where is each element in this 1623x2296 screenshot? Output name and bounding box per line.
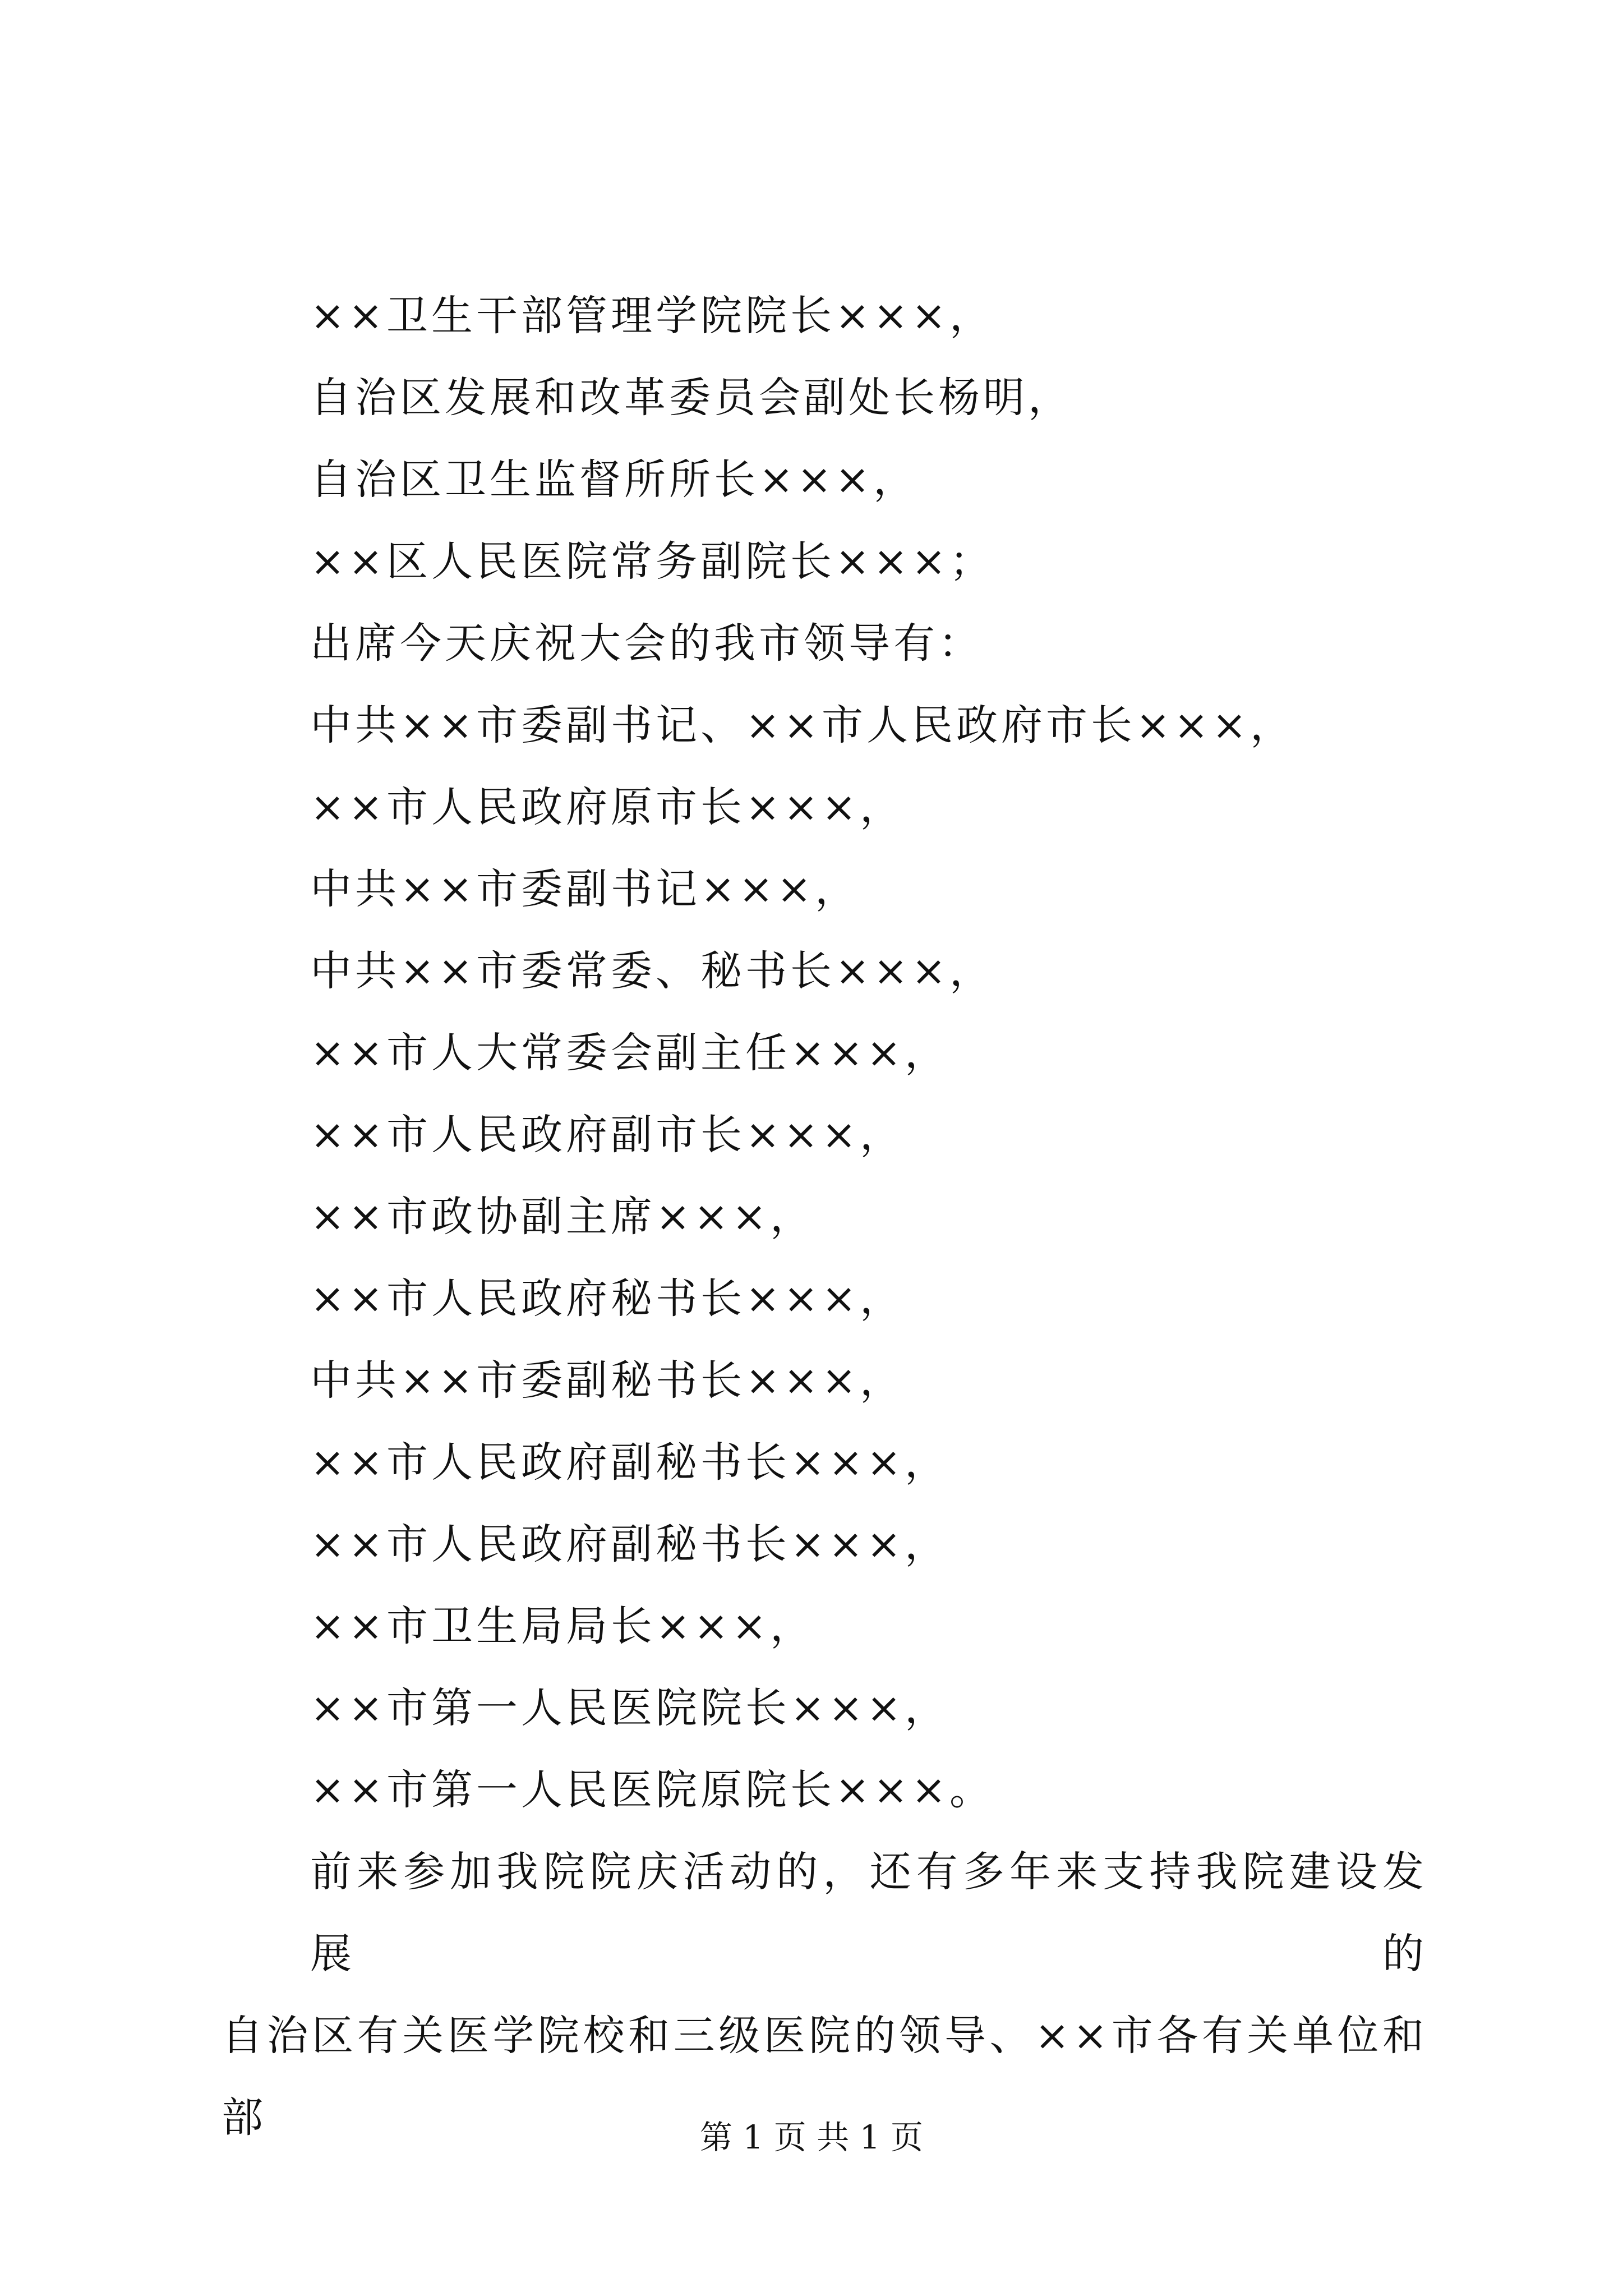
text-line: ××市第一人民医院院长×××，: [310, 1684, 950, 1732]
text-line: 中共××市委常委、秘书长×××，: [310, 947, 995, 995]
text-line: ××区人民医院常务副院长×××；: [310, 537, 995, 586]
text-line: ××市人民政府副秘书长×××，: [310, 1520, 950, 1568]
text-line: ××市人民政府副市长×××，: [310, 1111, 905, 1159]
text-line: 自治区发展和改革委员会副处长杨明，: [310, 374, 1073, 422]
text-line: 中共××市委副书记、××市人民政府市长×××，: [310, 701, 1295, 749]
text-line: 自治区卫生监督所所长×××，: [310, 455, 919, 504]
text-line: 中共××市委副书记×××，: [310, 865, 860, 913]
paragraph-line-1: 前来参加我院院庆活动的，还有多年来支持我院建设发展的: [310, 1848, 1427, 1978]
text-line: ××市政协副主席×××，: [310, 1193, 815, 1241]
text-line: ××卫生干部管理学院院长×××，: [310, 292, 995, 340]
text-line: ××市人民政府副秘书长×××，: [310, 1438, 950, 1487]
text-line: ××市人民政府秘书长×××，: [310, 1274, 905, 1323]
page-number-footer: 第 1 页 共 1 页: [700, 2118, 923, 2156]
text-line: ××市人大常委会副主任×××，: [310, 1029, 950, 1077]
text-line: ××市人民政府原市长×××，: [310, 783, 905, 831]
text-line: ××市第一人民医院原院长×××。: [310, 1766, 995, 1814]
text-line: 中共××市委副秘书长×××，: [310, 1356, 905, 1405]
document-body: [222, 275, 1427, 2159]
paragraph-line-2: 自治区有关医学院校和三级医院的领导、××市各有关单位和部: [222, 2012, 1427, 2142]
text-line: ××市卫生局局长×××，: [310, 1602, 815, 1650]
text-line: 出席今天庆祝大会的我市领导有：: [310, 619, 983, 668]
